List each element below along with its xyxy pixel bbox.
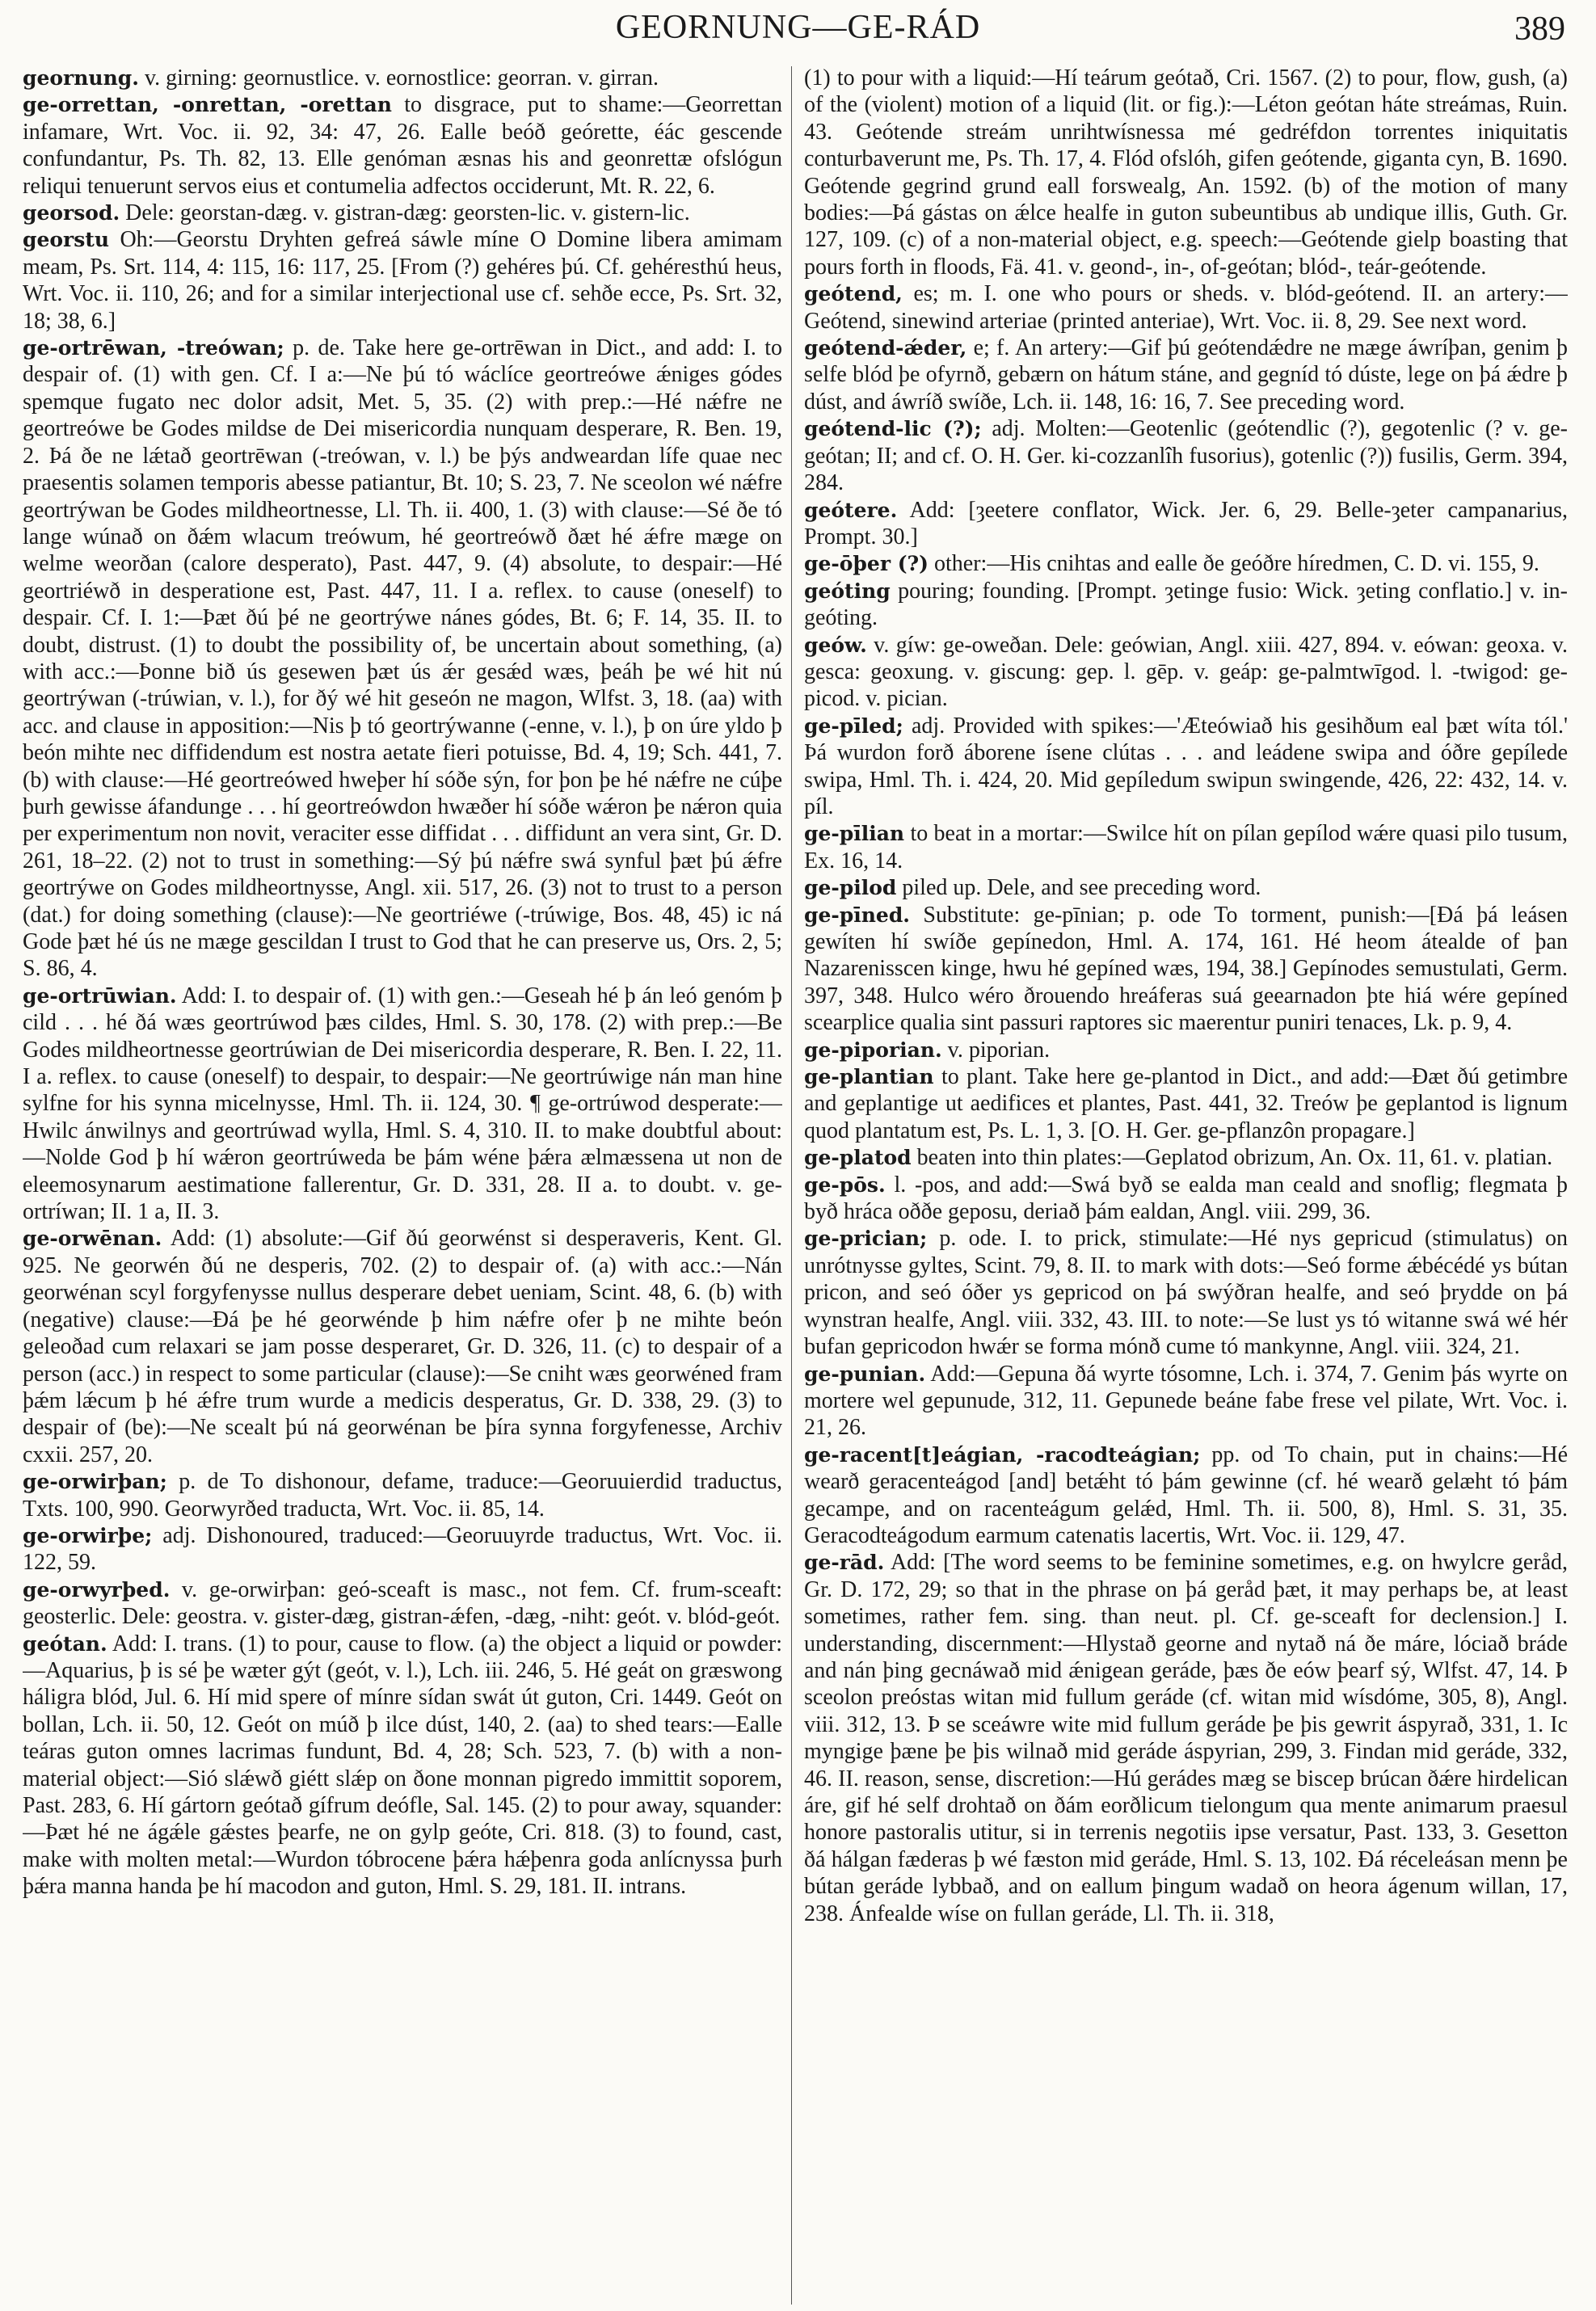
- column-divider: [791, 66, 792, 2305]
- entry-headword: ge-plantian: [804, 1065, 934, 1089]
- entry-headword: geóting: [804, 579, 891, 603]
- entry-definition: Add: (1) absolute:—Gif ðú georwénst si desperaveris, Kent. Gl. 925. Ne georwén ðú ne desperis, 702. (2) to despair of. (a) with acc.:—Nán georwénan scyl forgyfenysse nullus desperare debet ueniam, Scint. 48, 6. (b) with (negative) clause:—Ðá þe hé georwénde þ him nǽfre ofer þ ne mihte beón geleoðad cum relaxari se jam posse desperaret, Gr. D. 326, 11. (c) to despair of a person (acc.) in respect to some particular (clause):—Se cniht wæs georwéned fram þǽm lǽcum þ hé ǽfre trum wurde a medicis desperatus, Gr. D. 338, 29. (3) to despair of (be):—Ne scealt þú ná georwénan be þíra synna forgyfenesse, Archiv cxxii. 257, 20.: [23, 1226, 782, 1467]
- dictionary-entry: [804, 1225, 1568, 1360]
- entry-headword: ge-orwēnan.: [23, 1227, 162, 1251]
- entry-definition: to beat in a mortar:—Swilce hít on pílan gepílod wǽre quasi pilo tusum, Ex. 16, 14.: [804, 821, 1568, 873]
- entry-definition: beaten into thin plates:—Geplatod obrizum, An. Ox. 11, 61. v. platian.: [911, 1145, 1553, 1171]
- dictionary-entry: [804, 632, 1568, 713]
- entry-headword: ge-ortrūwian.: [23, 983, 177, 1008]
- entry-definition: v. piporian.: [941, 1037, 1051, 1063]
- dictionary-entry: [804, 65, 1568, 280]
- dictionary-entry: [804, 1144, 1568, 1171]
- entry-headword: ge-pōs.: [804, 1172, 886, 1197]
- entry-headword: ge-racent[t]eágian, -racodteágian;: [804, 1442, 1201, 1467]
- dictionary-entry: [23, 91, 782, 200]
- entry-headword: ge-ortrēwan, -treówan;: [23, 336, 284, 360]
- entry-definition: (1) to pour with a liquid:—Hí teárum geótað, Cri. 1567. (2) to pour, flow, gush, (a) of the (violent) motion of a liquid (lit. or fig.):—Léton geótan háte streámas, Ruin. 43. Geótende streám unrihtwísnessa mé gedréfdon torrentes iniquitatis conturbaverunt me, Ps. Th. 17, 4. Flód ofslóh, gifen geótende, giganta cyn, B. 1690. Geótende gegrind grund eall forswealg, An. 1592. (b) of the motion of many bodies:—Þá gástas on ǽlce healfe in guton subeuntibus ab undique illis, Guth. Gr. 127, 109. (c) of a non-material object, e.g. speech:—Geótende gielp boasting that pours forth in floods, Fä. 41. v. geond-, in-, of-geótan; blód-, teár-geótende.: [804, 65, 1568, 280]
- entry-definition: Oh:—Georstu Dryhten gefreá sáwle míne O Domine libera amimam meam, Ps. Srt. 114, 4: 115, 16: 117, 25. [From (?) gehéres þú. Cf. gehéresthú heus, Wrt. Voc. ii. 110, 26; and for a similar interjectional use cf. sehðe ecce, Ps. Srt. 32, 18; 38, 6.]: [23, 227, 782, 334]
- dictionary-entry: [804, 820, 1568, 874]
- entry-definition: piled up. Dele, and see preceding word.: [896, 875, 1261, 901]
- dictionary-entry: [23, 1576, 782, 1631]
- entry-headword: ge-pīned.: [804, 903, 911, 927]
- entry-headword: ge-rād.: [804, 1551, 885, 1575]
- entry-headword: geótend,: [804, 282, 903, 306]
- dictionary-entry: [804, 713, 1568, 821]
- entry-headword: ge-ōþer (?): [804, 552, 929, 576]
- dictionary-entry: [804, 280, 1568, 335]
- left-column: [23, 65, 782, 2307]
- dictionary-entry: [23, 226, 782, 335]
- dictionary-entry: [804, 550, 1568, 577]
- page-number: 389: [1514, 11, 1565, 48]
- dictionary-entry: [804, 578, 1568, 632]
- dictionary-entry: [804, 1172, 1568, 1226]
- entry-definition: adj. Dishonoured, traduced:—Georuuyrde traductus, Wrt. Voc. ii. 122, 59.: [23, 1522, 782, 1576]
- dictionary-entry: [804, 1361, 1568, 1442]
- entry-headword: ge-piporian.: [804, 1038, 942, 1062]
- entry-definition: Add: I. to despair of. (1) with gen.:—Geseah hé þ án leó genóm þ cild . . . hé ðá wæs geortrúwod þæs cildes, Hml. S. 30, 178. (2) with prep.:—Be Godes mildheortnesse geortrúwian de Dei misericordia desperare, R. Ben. I. 22, 11. I a. reflex. to cause (oneself) to despair, to despair:—Ne geortrúwige nán man hine sylfne for his synna micelnysse, Hml. Th. ii. 124, 30. ¶ ge-ortrúwod desperate:—Hwilc ánwilnys and geortrúwad wylla, Hml. S. 4, 310. II. to make doubtful about:—Nolde God þ hí wǽron geortrúweda be þám wéne þǽra ælmæssena ut non de eleemosynarum aestimatione fallerentur, Gr. D. 331, 28. II a. to doubt. v. ge-ortríwan; II. 1 a, II. 3.: [23, 983, 782, 1225]
- dictionary-entry: [23, 1468, 782, 1522]
- entry-headword: ge-orrettan, -onrettan, -orettan: [23, 93, 392, 117]
- entry-definition: p. ode. I. to prick, stimulate:—Hé nys gepricud (stimulatus) on unrótnysse gyltes, Scint. 79, 8. II. to mark with dots:—Seó forme ǽbécédé ys bútan pricon, and seó óðer ys gepricod on þá swýðran healfe, and seó þrydde on þá wynstran healfe, Angl. viii. 332, 43. III. to note:—Se lust ys tó witanne swá wé hér bufan gepricodon hwǽr se forma mónð cume tó mankynne, Angl. viii. 324, 21.: [804, 1226, 1568, 1360]
- entry-headword: ge-orwirþe;: [23, 1523, 153, 1547]
- dictionary-entry: [804, 1549, 1568, 1927]
- entry-headword: ge-orwyrþed.: [23, 1577, 171, 1602]
- entry-definition: l. -pos, and add:—Swá byð se ealda man ceald and snoflig; flegmata þ byð hráca oððe geposu, deriað þám ealdan, Angl. viii. 299, 36.: [804, 1172, 1568, 1225]
- dictionary-entry: [23, 1225, 782, 1468]
- entry-headword: ge-pīlian: [804, 822, 905, 846]
- entry-headword: geów.: [804, 633, 867, 657]
- entry-headword: geótan.: [23, 1631, 107, 1656]
- entry-definition: v. girning: geornustlice. v. eornostlice: georran. v. girran.: [138, 65, 659, 91]
- entry-definition: e; f. An artery:—Gif þú geótendǽdre ne mæge áwríþan, genim þ selfe blód þe ofyrnð, gebærn on hátum stáne, and gegníd tó dúste, lege on þá ǽdre þ dúst, and áwríð swíðe, Lch. ii. 148, 16: 16, 7. See preceding word.: [804, 335, 1568, 415]
- dictionary-entry: [23, 200, 782, 226]
- entry-definition: Add: [ȝeetere conflator, Wick. Jer. 6, 29. Belle-ȝeter campanarius, Prompt. 30.]: [804, 497, 1568, 549]
- entry-definition: v. gíw: ge-oweðan. Dele: geówian, Angl. xiii. 427, 894. v. eówan: geoxa. v. gesca: geoxung. v. giscung: gep. l. gēp. v. geáp: ge-palmtwīgod. l. -twigod: ge-picod. v. pician.: [804, 632, 1568, 712]
- entry-headword: geornung.: [23, 66, 139, 90]
- entry-definition: to disgrace, put to shame:—Georrettan infamare, Wrt. Voc. ii. 92, 34: 47, 26. Ealle beóð geórette, éác gescende confundantur, Ps. Th. 82, 13. Elle genóman æsnas his and geonrettæ ofslógun reliqui tenuerunt servos eius et contumelia adfectos occiderunt, Mt. R. 22, 6.: [23, 92, 782, 199]
- running-header: [24, 8, 1572, 57]
- entry-definition: pouring; founding. [Prompt. ȝetinge fusio: Wick. ȝeting conflatio.] v. in-geóting.: [804, 578, 1568, 631]
- dictionary-entry: [804, 497, 1568, 551]
- dictionary-entry: [804, 1442, 1568, 1550]
- entry-definition: p. de. Take here ge-ortrēwan in Dict., and add: I. to despair of. (1) with gen. Cf. I a:—Ne þú tó wáclíce geortreówe ǽniges gódes spemque fugato nec dolor adsit, Met. 5, 35. (2) with prep.:—Hé nǽfre ne geortreówe be Godes mildse de Dei misericordia nunquam desperare, R. Ben. 19, 2. Þá ðe ne lǽtað geortrēwan (-treówan, v. l.) be þýs andweardan lífe quae nec praesentis solamen temporis abesse patiantur, Bt. 10; S. 23, 7. Ne sceolon wé nǽfre geortrýwan be Godes mildheortnesse, Ll. Th. ii. 400, 1. (3) with clause:—Sé ðe tó lange wúnað on ðǽm wlacum treówum, hé geortreówð ðæt hé ǽfre mæge on welme weorðan (calore desperato), Past. 447, 9. (4) absolute, to despair:—Hé geortriéwð in desperatione est, Past. 447, 11. I a. reflex. to cause (oneself) to despair. Cf. I. 1:—Þæt ðú þé ne geortrýwe nánes gódes, Bt. 6; F. 14, 35. II. to doubt, distrust. (1) to doubt the possibility of, be uncertain about something, (a) with acc.:—Þonne bið ús gesewen þæt ús ǽr gesǽd wæs, þeáh þe wé hit nú geortrýwan (-trúwian, v. l.), for ðý wé hit geseón ne magon, Wlfst. 3, 18. (aa) with acc. and clause in apposition:—Nis þ tó geortrýwanne (-enne, v. l.), þ on úre yldo þ beón mihte nec diffidendum est nostra aetate fieri potuisse, Bd. 4, 19; Sch. 441, 7. (b) with clause:—Hé geortreówed hweþer hí sóðe sýn, for þon þe hé nǽfre ne cúþe þurh gewisse áfandunge . . . hí geortreówdon hwæðer hí sóðe wǽron þe nǽron quia per experimentum non novit, veraciter esse diffidat . . . diffidunt an vera sint, Gr. D. 261, 18–22. (2) not to trust in something:—Sý þú nǽfre swá synful þæt þú ǽfre geortrýwe on Godes mildheortnysse, Angl. xii. 517, 26. (3) not to trust to a person (dat.) for doing something (clause):—Ne geortriéwe (-trúwige, Bos. 48, 45) ic ná Gode þæt hé ús ne mæge gescildan I trust to God that he can preserve us, Ors. 2, 5; S. 86, 4.: [23, 335, 782, 982]
- dictionary-entry: [23, 65, 782, 91]
- page-title: GEORNUNG—GE-RÁD: [615, 9, 981, 46]
- entry-definition: Substitute: ge-pīnian; p. ode To torment, punish:—[Ðá þá leásen gewíten hí swíðe gepínedon, Hml. A. 174, 161. Hé heom átealde of þan Nazarenisscen kinge, hwu hé gepíned wæs, 194, 38.] Gepínodes semustulati, Germ. 397, 348. Hulco wéro ðrouendo hreáferas suá geearnadon þte hiá wére gepíned scearplice qualia sint passuri raptores sic maerentur puniri tenaces, Lk. p. 9, 4.: [804, 902, 1568, 1036]
- entry-headword: ge-pilod: [804, 876, 897, 900]
- entry-definition: pp. od To chain, put in chains:—Hé wearð geracenteágod [and] betǽht tó þám gewinne (cf. hé wearð gelæht tó þám gecampe, and on racenteágum gelǽd, Hml. Th. ii. 500, 8), Hml. S. 31, 35. Geracodteágodum earmum catenatis lacertis, Wrt. Voc. ii. 129, 47.: [804, 1442, 1568, 1548]
- entry-definition: Add:—Gepuna ðá wyrte tósomne, Lch. i. 374, 7. Genim þás wyrte on mortere wel gepunude, 312, 11. Gepunede beáne fabe frese vel pilate, Wrt. Voc. i. 21, 26.: [804, 1361, 1568, 1441]
- entry-definition: Add: [The word seems to be feminine sometimes, e.g. on hwylcre geråd, Gr. D. 172, 29; so that in the phrase on þá geråd þæt, it may perhaps be, at least sometimes, rather fem. sing. than neut. pl. Cf. ge-sceaft for declension.] I. understanding, discernment:—Hlystað georne and nytað ná ðe máre, lóciað bráde and nán þing gecnáwað mid ǽnigean geráde, þæs ðe eów þearf sý, Wlfst. 47, 14. Þ sceolon preóstas witan mid fullum geráde (cf. witan mid wísdóme, 305, 8), Angl. viii. 312, 13. Þ se sceáwre wite mid fullum geráde þe þis gewrit áspyrað, 331, 1. Ic myngige þæne þe þis wilnað mid geráde áspyrian, 299, 3. Findan mid geráde, 332, 46. II. reason, sense, discretion:—Hú gerádes mæg se biscep brúcan ðǽre hirdelican áre, gif hé self drohtað on ðám eorðlicum tielongum qua mente animarum praesul honore pastoralis utitur, si in terrenis negotiis ipse versatur, Past. 133, 3. Gesetton ðá hálgan fæderas þ wé fæston mid geráde, Hml. S. 13, 102. Ðá réceleásan menn þe bútan geráde lybbað, and on eallum þingum wadað on heora ágenum willan, 17, 238. Ánfealde wíse on fullan geráde, Ll. Th. ii. 318,: [804, 1550, 1568, 1926]
- entry-headword: ge-platod: [804, 1146, 912, 1170]
- entry-definition: other:—His cnihtas and ealle ðe geóðre híredmen, C. D. vi. 155, 9.: [929, 551, 1539, 577]
- dictionary-entry: [804, 1063, 1568, 1144]
- dictionary-entry: [23, 1631, 782, 1901]
- entry-definition: Dele: georstan-dæg. v. gistran-dæg: georsten-lic. v. gistern-lic.: [120, 200, 690, 226]
- dictionary-entry: [23, 1522, 782, 1576]
- entry-headword: geótend-lic (?);: [804, 417, 982, 441]
- entry-headword: ge-orwirþan;: [23, 1470, 167, 1494]
- entry-headword: ge-prician;: [804, 1227, 928, 1251]
- right-column: [804, 65, 1568, 2307]
- dictionary-entry: [23, 335, 782, 983]
- dictionary-entry: [804, 415, 1568, 496]
- dictionary-entry: [23, 983, 782, 1226]
- entry-headword: ge-pīled;: [804, 714, 903, 738]
- entry-headword: georsod.: [23, 201, 120, 225]
- entry-headword: geótere.: [804, 498, 898, 522]
- entry-definition: es; m. I. one who pours or sheds. v. blód-geótend. II. an artery:—Geótend, sinewind arteriae (printed anteriae), Wrt. Voc. ii. 8, 29. See next word.: [804, 281, 1568, 334]
- entry-definition: p. de To dishonour, defame, traduce:—Georuuierdid traductus, Txts. 100, 990. Georwyrðed traducta, Wrt. Voc. ii. 85, 14.: [23, 1469, 782, 1522]
- entry-definition: Add: I. trans. (1) to pour, cause to flow. (a) the object a liquid or powder:—Aquarius, þ is sé þe wæter gýt (geót, v. l.), Lch. iii. 246, 5. Hé geát on græswong háligra blód, Jul. 6. Hí mid spere of mínre sídan swát út guton, Cri. 1449. Geót on bollan, Lch. ii. 50, 12. Geót on múð þ ilce dúst, 140, 2. (aa) to shed tears:—Ealle teáras guton omnes lacrimas fundunt, Bd. 4, 28; Sch. 523, 7. (b) with a non-material object:—Sió slǽwð giétt slǽp on ðone monnan pigredo immittit soporem, Past. 283, 6. Hí gártorn geótað gífrum deófle, Sal. 145. (2) to pour away, squander:—Þæt hé ne ágǽle gǽstes þearfe, ne on gylp geóte, Cri. 818. (3) to found, cast, make with molten metal:—Wurdon tóbrocene þǽra hǽþenra goda anlícnyssa þurh þǽra manna handa þe hí macodon and guton, Hml. S. 29, 181. II. intrans.: [23, 1631, 782, 1900]
- dictionary-entry: [804, 335, 1568, 415]
- entry-definition: to plant. Take here ge-plantod in Dict., and add:—Ðæt ðú getimbre and geplantige ut aedifices et plantes, Past. 441, 32. Treów þe geplantod is lignum quod plantatum est, Ps. L. 1, 3. [O. H. Ger. ge-pflanzôn propagare.]: [804, 1064, 1568, 1143]
- entry-headword: geótend-ǽder,: [804, 336, 967, 360]
- dictionary-entry: [804, 1037, 1568, 1063]
- dictionary-entry: [804, 874, 1568, 901]
- entry-definition: adj. Molten:—Geotenlic (geótendlic (?), gegotenlic (? v. ge-geótan; II; and cf. O. H. Ger. ki-cozzanlîh fusorius), gotenlic (?)) fusilis, Germ. 394, 284.: [804, 416, 1568, 496]
- entry-definition: v. ge-orwirþan: geó-sceaft is masc., not fem. Cf. frum-sceaft: geosterlic. Dele: geostra. v. gister-dæg, gistran-ǽfen, -dæg, -niht: geót. v. blód-geót.: [23, 1576, 782, 1630]
- dictionary-entry: [804, 902, 1568, 1037]
- entry-headword: georstu: [23, 228, 110, 252]
- entry-headword: ge-punian.: [804, 1362, 926, 1386]
- entry-definition: adj. Provided with spikes:—'Æteówiað his gesihðum eal þæt wíta tól.' Þá wurdon forð áborene ísene clútas . . . and leádene swipa and óðre gepílede swipa, Hml. Th. i. 424, 20. Mid gepíledum swipun swingende, 426, 22: 432, 14. v. píl.: [804, 713, 1568, 819]
